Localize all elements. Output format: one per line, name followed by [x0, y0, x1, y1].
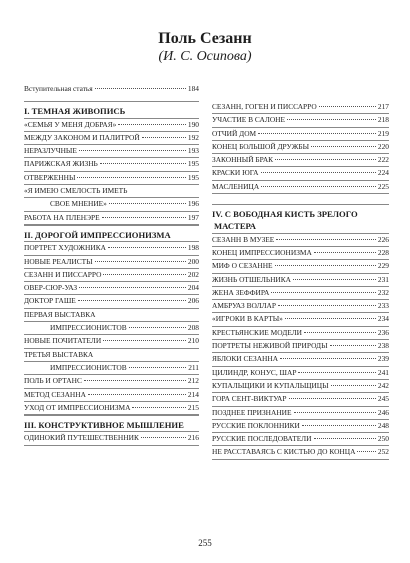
toc-entry — [24, 349, 199, 362]
toc-entry — [212, 141, 389, 154]
toc-entry-page: 228 — [377, 247, 389, 257]
toc-entry-title: ЖИЗНЬ ОТШЕЛЬНИКА — [212, 274, 292, 284]
dot-leader — [84, 380, 186, 381]
toc-entry-title: ПОЛЬ И ОРТАНС — [24, 376, 82, 386]
dot-leader — [77, 177, 186, 178]
section-heading-text: IV. С ВОБОДНАЯ КИСТЬ ЗРЕЛОГО — [212, 209, 358, 220]
toc-entry-page: 234 — [377, 314, 389, 324]
toc-entry — [24, 362, 199, 375]
toc-entry-page: 210 — [187, 336, 199, 346]
dot-leader — [289, 398, 376, 399]
toc-entry-page: 248 — [377, 420, 389, 430]
dot-leader — [293, 279, 376, 280]
toc-entry-title: РУССКИЕ ПОСЛЕДОВАТЕЛИ — [212, 434, 312, 444]
dot-leader — [276, 239, 376, 240]
dot-leader — [280, 358, 376, 359]
toc-entry-page: 238 — [377, 341, 389, 351]
toc-entry — [212, 327, 389, 340]
dot-leader — [357, 451, 375, 452]
toc-entry-page: 225 — [377, 181, 389, 191]
toc-entry-page: 208 — [187, 323, 199, 333]
toc-entry — [212, 154, 389, 167]
toc-entry — [212, 274, 389, 287]
dot-leader — [302, 425, 376, 426]
toc-entry-page: 220 — [377, 141, 389, 151]
toc-entry-page: 204 — [187, 283, 199, 293]
toc-entry — [24, 389, 199, 402]
toc-entry-title: УЧАСТИЕ В САЛОНЕ — [212, 115, 286, 125]
toc-entry-page: 211 — [188, 362, 199, 372]
toc-entry — [212, 260, 389, 273]
toc-entry — [212, 420, 389, 433]
toc-entry — [212, 114, 389, 127]
toc-entry-title: НОВЫЕ ПОЧИТАТЕЛИ — [24, 336, 102, 346]
toc-entry-page: 216 — [187, 433, 199, 443]
toc-entry-title: ИМПРЕССИОНИСТОВ — [50, 362, 127, 372]
toc-entry-title: НЕ РАССТАВАЯСЬ С КИСТЬЮ ДО КОНЦА — [212, 447, 356, 457]
toc-entry-page: 219 — [377, 128, 389, 138]
toc-entry-page: 197 — [187, 212, 199, 222]
toc-entry-title: РАБОТА НА ПЛЕНЭРЕ — [24, 212, 100, 222]
dot-leader — [311, 146, 376, 147]
toc-entry-page: 215 — [187, 402, 199, 412]
section-heading — [24, 225, 199, 242]
toc-entry-title: МЕЖДУ ЗАКОНОМ И ПАЛИТРОЙ — [24, 132, 140, 142]
toc-entry-title: Вступительная статья — [24, 84, 93, 93]
toc-entry-title: ПОРТРЕТЫ НЕЖИВОЙ ПРИРОДЫ — [212, 341, 328, 351]
dot-leader — [95, 261, 186, 262]
toc-entry — [212, 101, 389, 114]
toc-entry — [24, 402, 199, 415]
toc-entry-page: 229 — [377, 261, 389, 271]
section-heading-text: МАСТЕРА — [214, 221, 256, 232]
toc-entry-title: ЯБЛОКИ СЕЗАННА — [212, 354, 279, 364]
dot-leader — [95, 88, 186, 89]
toc-entry-page: 218 — [377, 115, 389, 125]
page-subtitle: (И. С. Осипова) — [158, 49, 252, 64]
dot-leader — [102, 217, 186, 218]
toc-entry-title: СЕЗАНН В МУЗЕЕ — [212, 234, 275, 244]
toc-entry-title: МАСЛЕНИЦА — [212, 181, 260, 191]
toc-entry-page: 198 — [187, 243, 199, 253]
toc-entry — [24, 335, 199, 348]
toc-entry-title: РУССКИЕ ПОКЛОННИКИ — [212, 420, 300, 430]
dot-leader — [129, 327, 186, 328]
toc-entry — [212, 313, 389, 326]
toc-intro-entry — [24, 83, 199, 95]
toc-entry — [24, 132, 199, 145]
toc-entry-page: 222 — [377, 155, 389, 165]
toc-entry — [24, 256, 199, 269]
toc-entry-page: 231 — [377, 274, 389, 284]
dot-leader — [285, 318, 376, 319]
toc-entry-page: 232 — [377, 287, 389, 297]
dot-leader — [109, 203, 186, 204]
toc-entry-title: ПОРТРЕТ ХУДОЖНИКА — [24, 243, 106, 253]
toc-entry — [24, 375, 199, 388]
dot-leader — [294, 412, 376, 413]
toc-entry-page: 214 — [187, 389, 199, 399]
toc-entry — [24, 212, 199, 225]
toc-entry — [212, 340, 389, 353]
dot-leader — [79, 287, 186, 288]
dot-leader — [258, 133, 376, 134]
toc-entry — [212, 181, 389, 194]
section-gap — [212, 194, 389, 204]
toc-entry-title: ПЕРВАЯ ВЫСТАВКА — [24, 309, 96, 319]
toc-entry-page: 233 — [377, 301, 389, 311]
toc-entry-title: ОТВЕРЖЕННЫ — [24, 172, 76, 182]
toc-entry-title: «Я ИМЕЮ СМЕЛОСТЬ ИМЕТЬ — [24, 186, 128, 196]
toc-entry-page: 245 — [377, 394, 389, 404]
dot-leader — [314, 252, 376, 253]
toc-entry — [24, 322, 199, 335]
dot-leader — [261, 172, 376, 173]
toc-entry — [212, 300, 389, 313]
toc-entry-page: 202 — [187, 269, 199, 279]
toc-entry — [212, 234, 389, 247]
toc-entry-title: ИМПРЕССИОНИСТОВ — [50, 323, 127, 333]
toc-entry — [212, 433, 389, 446]
dot-leader — [103, 340, 186, 341]
dot-leader — [314, 438, 376, 439]
toc-entry — [24, 158, 199, 171]
page-title: Поль Сезанн — [158, 30, 252, 47]
dot-leader — [129, 367, 186, 368]
dot-leader — [304, 332, 376, 333]
section-heading-text: I. ТЕМНАЯ ЖИВОПИСЬ — [24, 106, 126, 117]
toc-entry-page: 212 — [187, 376, 199, 386]
toc-entry-page: 200 — [187, 256, 199, 266]
toc-entry-page: 195 — [187, 172, 199, 182]
toc-entry — [212, 393, 389, 406]
toc-entry-title: ОТЧИЙ ДОМ — [212, 128, 257, 138]
toc-entry-page: 236 — [377, 327, 389, 337]
dot-leader — [261, 186, 376, 187]
toc-entry — [24, 269, 199, 282]
toc-entry-title: КРАСКИ ЮГА — [212, 168, 259, 178]
toc-entry — [24, 198, 199, 211]
toc-left-column — [24, 83, 199, 446]
section-heading-text: III. КОНСТРУКТИВНОЕ МЫШЛЕНИЕ — [24, 420, 184, 431]
toc-entry-title: НЕРАЗЛУЧНЫЕ — [24, 146, 77, 156]
dot-leader — [118, 124, 186, 125]
toc-entry-title: ОВЕР-СЮР-УАЗ — [24, 283, 78, 293]
toc-entry-title: «СЕМЬЯ У МЕНЯ ДОБРАЯ» — [24, 119, 117, 129]
dot-leader — [88, 394, 186, 395]
toc-entry — [24, 242, 199, 255]
section-heading — [24, 101, 199, 118]
dot-leader — [141, 437, 186, 438]
toc-entry — [24, 295, 199, 308]
toc-entry-title: КОНЕЦ БОЛЬШОЙ ДРУЖБЫ — [212, 141, 310, 151]
toc-entry-page: 239 — [377, 354, 389, 364]
toc-entry-page: 250 — [377, 434, 389, 444]
toc-entry-page: 206 — [187, 296, 199, 306]
toc-entry — [212, 407, 389, 420]
toc-entry-page: 226 — [377, 234, 389, 244]
toc-entry — [212, 380, 389, 393]
toc-entry — [24, 172, 199, 185]
toc-entry-page: 246 — [377, 407, 389, 417]
toc-entry-title: ТРЕТЬЯ ВЫСТАВКА — [24, 349, 94, 359]
toc-entry-title: ОДИНОКИЙ ПУТЕШЕСТВЕННИК — [24, 433, 139, 443]
dot-leader — [142, 137, 186, 138]
toc-entry-title: УХОД ОТ ИМПРЕССИОНИЗМА — [24, 402, 131, 412]
toc-entry-title: КРЕСТЬЯНСКИЕ МОДЕЛИ — [212, 327, 303, 337]
toc-entry-title: ГОРА СЕНТ-ВИКТУАР — [212, 394, 287, 404]
toc-entry — [212, 367, 389, 380]
toc-entry-page: 190 — [187, 119, 199, 129]
toc-right-column — [212, 101, 389, 460]
toc-entry-page: 224 — [377, 168, 389, 178]
section-heading — [212, 204, 389, 234]
dot-leader — [271, 292, 376, 293]
toc-entry-page: 252 — [377, 447, 389, 457]
dot-leader — [275, 159, 376, 160]
toc-entry-page: 241 — [377, 367, 389, 377]
toc-entry-page: 184 — [187, 84, 199, 93]
toc-entry-title: НОВЫЕ РЕАЛИСТЫ — [24, 256, 93, 266]
toc-entry-title: СЕЗАНН И ПИССАРРО — [24, 269, 102, 279]
toc-entry — [24, 432, 199, 445]
toc-entry-title: АМБРУАЗ ВОЛЛАР — [212, 301, 276, 311]
dot-leader — [330, 345, 376, 346]
toc-entry-title: ПАРИЖСКАЯ ЖИЗНЬ — [24, 159, 98, 169]
toc-entry-title: ПОЗДНЕЕ ПРИЗНАНИЕ — [212, 407, 292, 417]
toc-entry-page: 217 — [377, 102, 389, 111]
toc-entry-title: ЖЕНА ЗЕФФИРА — [212, 287, 270, 297]
toc-entry-title: СЕЗАНН, ГОГЕН И ПИССАРРО — [212, 102, 317, 111]
toc-entry — [212, 446, 389, 459]
section-heading — [24, 415, 199, 432]
section-heading-text: II. ДОРОГОЙ ИМПРЕССИОНИЗМА — [24, 229, 171, 240]
toc-entry-title: «ИГРОКИ В КАРТЫ» — [212, 314, 283, 324]
page-number: 255 — [198, 538, 212, 548]
dot-leader — [275, 265, 376, 266]
dot-leader — [331, 385, 376, 386]
toc-entry-page: 196 — [187, 199, 199, 209]
toc-entry-title: ДОКТОР ГАШЕ — [24, 296, 76, 306]
toc-entry — [24, 309, 199, 322]
toc-entry — [212, 128, 389, 141]
toc-entry-page: 192 — [187, 132, 199, 142]
toc-entry — [212, 287, 389, 300]
toc-entry-title: КУПАЛЬЩИКИ И КУПАЛЬЩИЦЫ — [212, 380, 329, 390]
dot-leader — [79, 150, 186, 151]
dot-leader — [287, 119, 376, 120]
toc-entry-page: 242 — [377, 380, 389, 390]
toc-entry — [212, 247, 389, 260]
dot-leader — [319, 106, 376, 107]
toc-entry-page: 195 — [187, 159, 199, 169]
dot-leader — [108, 247, 186, 248]
toc-entry-page: 193 — [187, 146, 199, 156]
toc-entry-title: ЗАКОННЫЙ БРАК — [212, 155, 274, 165]
toc-entry — [24, 119, 199, 132]
toc-entry-title: СВОЕ МНЕНИЕ» — [50, 199, 107, 209]
toc-entry — [24, 282, 199, 295]
toc-entry — [212, 353, 389, 366]
dot-leader — [298, 372, 375, 373]
toc-entry — [24, 145, 199, 158]
toc-entry — [24, 185, 199, 198]
toc-entry-title: ЦИЛИНДР, КОНУС, ШАР — [212, 367, 297, 377]
dot-leader — [132, 407, 185, 408]
dot-leader — [78, 300, 186, 301]
toc-entry-title: МИФ О СЕЗАННЕ — [212, 261, 273, 271]
dot-leader — [103, 274, 185, 275]
dot-leader — [278, 305, 376, 306]
toc-entry-title: МЕТОД СЕЗАННА — [24, 389, 86, 399]
toc-entry — [212, 167, 389, 180]
toc-entry-title: КОНЕЦ ИМПРЕССИОНИЗМА — [212, 247, 312, 257]
dot-leader — [100, 163, 186, 164]
